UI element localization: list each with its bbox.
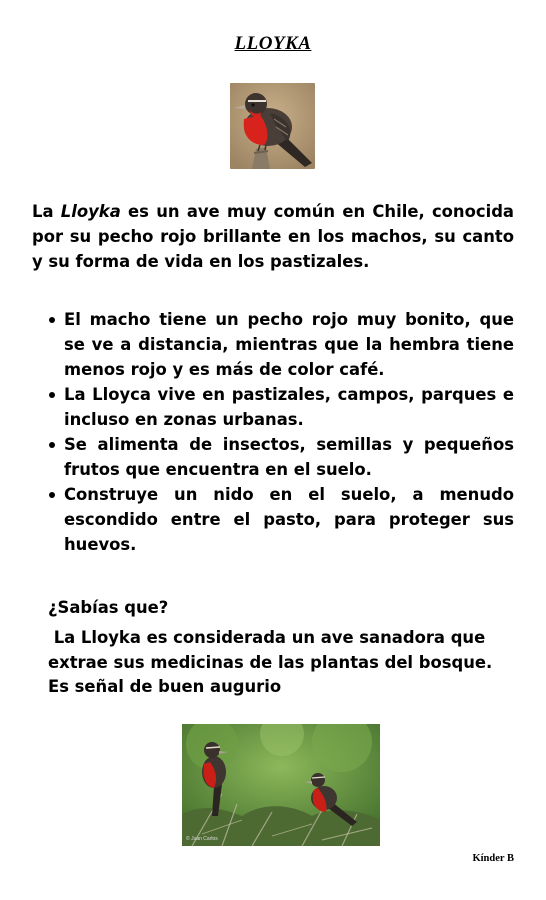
facts-list	[46, 307, 514, 557]
list-item	[46, 432, 514, 482]
intro-paragraph	[32, 199, 514, 274]
two-birds-illustration	[182, 724, 380, 846]
bird-illustration	[230, 83, 315, 169]
did-you-know-heading: ¿Sabías que?	[48, 598, 169, 617]
bullet-icon	[49, 392, 55, 398]
bullet-icon	[49, 492, 55, 498]
list-item	[46, 482, 514, 557]
intro-text-start: La	[32, 202, 61, 221]
footer-label: Kínder B	[472, 853, 514, 864]
bullet-icon	[49, 317, 55, 323]
photo-credit: © Juan Carlos	[186, 836, 218, 842]
list-item	[46, 382, 514, 432]
page-title: LLOYKA	[234, 33, 312, 54]
lloyka-photo-top	[230, 83, 315, 169]
did-you-know-text: La Lloyka es considerada un ave sanadora que extrae sus medicinas de las plantas del bosque. Es señal de buen augurio	[48, 628, 498, 697]
bullet-icon	[49, 442, 55, 448]
list-item-text: Se alimenta de insectos, semillas y pequeños frutos que encuentra en el suelo.	[64, 435, 514, 479]
intro-bird-name: Lloyka	[60, 202, 121, 221]
list-item	[46, 307, 514, 382]
lloyka-photo-bottom	[182, 724, 380, 846]
list-item-text: Construye un nido en el suelo, a menudo escondido entre el pasto, para proteger sus huevos.	[64, 485, 514, 554]
intro-text-rest: es un ave muy común en Chile, conocida por su pecho rojo brillante en los machos, su canto y su forma de vida en los pastizales.	[32, 202, 514, 271]
list-item-text: El macho tiene un pecho rojo muy bonito, que se ve a distancia, mientras que la hembra tiene menos rojo y es más de color café.	[64, 310, 514, 379]
list-item-text: La Lloyca vive en pastizales, campos, parques e incluso en zonas urbanas.	[64, 385, 514, 429]
